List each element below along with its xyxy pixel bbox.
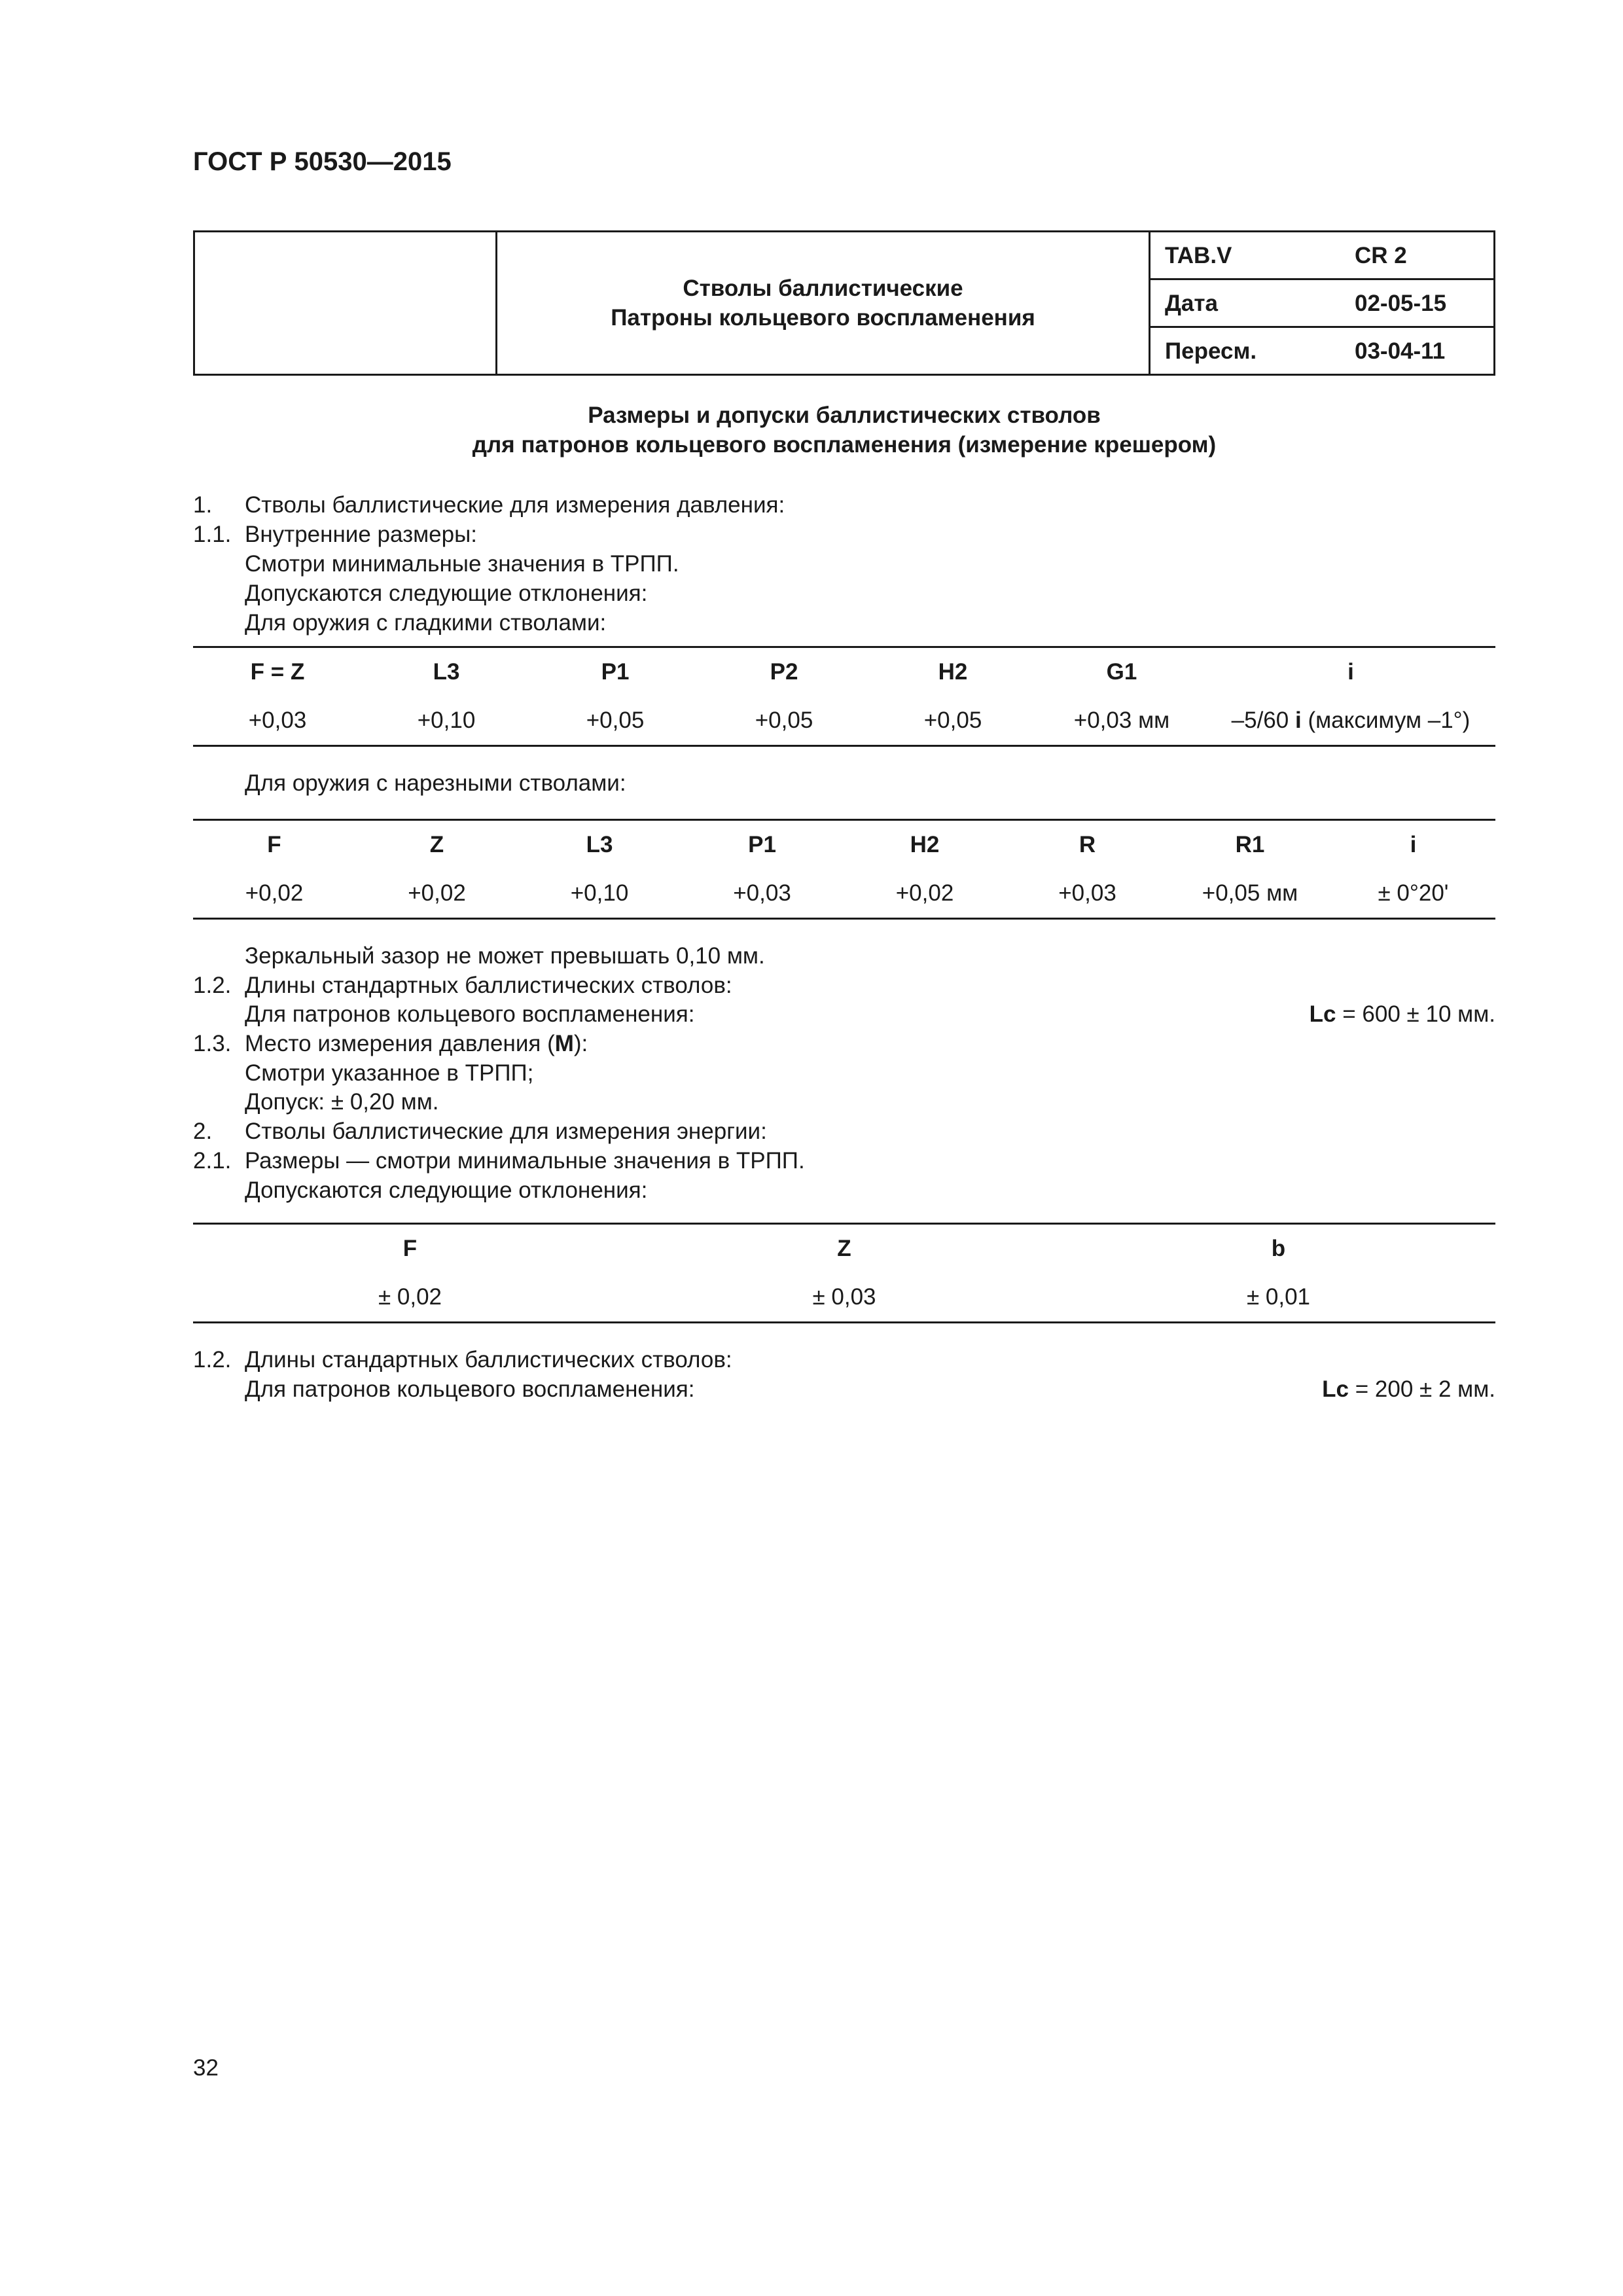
table-header-cell: H2 bbox=[938, 658, 968, 685]
subsection-text: Размеры — смотри минимальные значения в ТРПП. bbox=[245, 1148, 805, 1174]
barrel-length-value bbox=[1322, 1376, 1495, 1403]
table-header-cell: H2 bbox=[910, 831, 940, 857]
paragraph-line: Допускаются следующие отклонения: bbox=[245, 581, 648, 606]
table-cell: +0,05 bbox=[586, 707, 645, 733]
table-header-cell: P2 bbox=[770, 658, 798, 685]
table-cell: +0,05 bbox=[923, 707, 982, 733]
subsection-text: Длины стандартных баллистических стволов: bbox=[245, 973, 732, 998]
subsection-number: 2.1. bbox=[193, 1148, 232, 1174]
subsection-text: Внутренние размеры: bbox=[245, 522, 477, 547]
main-title bbox=[193, 401, 1495, 459]
header-empty-cell bbox=[195, 232, 497, 374]
subsection-text bbox=[245, 1031, 588, 1057]
paragraph-line: Смотри минимальные значения в ТРПП. bbox=[245, 551, 679, 577]
table-header-cell: R bbox=[1079, 831, 1096, 857]
table-header-cell: i bbox=[1347, 658, 1354, 685]
smooth-bore-tolerance-table bbox=[193, 646, 1495, 747]
paragraph-line: Для патронов кольцевого воспламенения: bbox=[245, 1376, 695, 1402]
lc-value: = 600 ± 10 мм. bbox=[1342, 1001, 1495, 1027]
subsection-number: 1.2. bbox=[193, 1347, 232, 1372]
meta-key: Пересм. bbox=[1165, 338, 1257, 364]
paragraph-line: Смотри указанное в ТРПП; bbox=[245, 1060, 534, 1086]
table-cell: +0,03 bbox=[1058, 880, 1116, 906]
table-cell: ± 0°20' bbox=[1378, 880, 1449, 906]
table-header-cell: G1 bbox=[1106, 658, 1137, 685]
table-header-row bbox=[193, 648, 1495, 696]
header-meta-row bbox=[1150, 232, 1493, 280]
header-title-line1: Стволы баллистические bbox=[683, 276, 963, 301]
table-cell: ± 0,02 bbox=[378, 1283, 442, 1310]
table-header-cell: P1 bbox=[601, 658, 630, 685]
table-cell: +0,02 bbox=[245, 880, 304, 906]
lc-label: Lc bbox=[1322, 1376, 1349, 1402]
table-row bbox=[193, 696, 1495, 745]
table-header-cell: i bbox=[1410, 831, 1417, 857]
table-header-row bbox=[193, 1225, 1495, 1272]
paragraph-line: Для патронов кольцевого воспламенения: bbox=[245, 1001, 695, 1027]
table-cell: +0,10 bbox=[570, 880, 629, 906]
table-cell: +0,03 мм bbox=[1073, 707, 1170, 733]
table-cell: +0,05 мм bbox=[1202, 880, 1298, 906]
barrel-length-value bbox=[1310, 1001, 1495, 1028]
i-symbol: i bbox=[1294, 707, 1302, 733]
page-number: 32 bbox=[193, 2055, 219, 2081]
header-title-line2: Патроны кольцевого воспламенения bbox=[611, 305, 1035, 331]
paragraph-line: Для оружия с гладкими стволами: bbox=[245, 610, 607, 636]
main-title-line1: Размеры и допуски баллистических стволов bbox=[588, 403, 1101, 428]
rifled-tolerance-table bbox=[193, 819, 1495, 920]
i-value: –5/60 bbox=[1231, 707, 1289, 733]
meta-value: CR 2 bbox=[1355, 243, 1407, 268]
meta-key: Дата bbox=[1165, 291, 1219, 316]
paragraph-line: Зеркальный зазор не может превышать 0,10 мм. bbox=[245, 943, 765, 969]
table-cell: +0,02 bbox=[895, 880, 954, 906]
table-header-cell: P1 bbox=[748, 831, 776, 857]
text-part: ): bbox=[573, 1031, 588, 1056]
subsection-number: 1.2. bbox=[193, 973, 232, 998]
document-code: ГОСТ Р 50530—2015 bbox=[193, 147, 452, 176]
table-header-cell: F = Z bbox=[250, 658, 305, 685]
i-note: (максимум –1°) bbox=[1308, 707, 1471, 733]
rifled-label: Для оружия с нарезными стволами: bbox=[245, 770, 626, 796]
table-header-cell: F bbox=[402, 1235, 418, 1261]
header-box bbox=[193, 230, 1495, 376]
meta-value: 02-05-15 bbox=[1355, 291, 1447, 316]
section-text: Стволы баллистические для измерения давления: bbox=[245, 492, 785, 518]
table-cell-i bbox=[1206, 708, 1495, 734]
header-meta-row bbox=[1150, 280, 1493, 328]
text-part: Место измерения давления ( bbox=[245, 1031, 555, 1056]
main-title-line2: для патронов кольцевого воспламенения (измерение крешером) bbox=[472, 432, 1217, 457]
table-cell: +0,02 bbox=[408, 880, 466, 906]
table-header-cell: b bbox=[1271, 1235, 1286, 1261]
table-cell: +0,10 bbox=[417, 707, 476, 733]
table-cell: ± 0,03 bbox=[812, 1283, 876, 1310]
meta-value: 03-04-11 bbox=[1355, 338, 1446, 364]
table-header-cell: F bbox=[267, 831, 281, 857]
meta-key: TAB.V bbox=[1165, 243, 1232, 268]
paragraph-line: Допускаются следующие отклонения: bbox=[245, 1177, 648, 1203]
paragraph-line: Допуск: ± 0,20 мм. bbox=[245, 1089, 439, 1115]
table-row bbox=[193, 1272, 1495, 1321]
table-cell: +0,03 bbox=[733, 880, 791, 906]
header-meta-cell bbox=[1149, 232, 1493, 374]
header-title-cell bbox=[497, 232, 1149, 374]
lc-label: Lc bbox=[1309, 1001, 1336, 1027]
header-meta-row bbox=[1150, 328, 1493, 376]
subsection-number: 1.3. bbox=[193, 1031, 232, 1056]
lc-value: = 200 ± 2 мм. bbox=[1355, 1376, 1495, 1402]
subsection-text: Длины стандартных баллистических стволов: bbox=[245, 1347, 732, 1372]
section-number: 1. bbox=[193, 492, 213, 518]
table-cell: +0,03 bbox=[248, 707, 307, 733]
text-bold: M bbox=[554, 1031, 574, 1056]
table-header-cell: R1 bbox=[1235, 831, 1265, 857]
section-text: Стволы баллистические для измерения энергии: bbox=[245, 1119, 767, 1144]
table-row bbox=[193, 869, 1495, 918]
table-header-cell: L3 bbox=[586, 831, 613, 857]
section-number: 2. bbox=[193, 1119, 213, 1144]
subsection-number: 1.1. bbox=[193, 522, 232, 547]
table-header-row bbox=[193, 821, 1495, 869]
table-header-cell: Z bbox=[429, 831, 444, 857]
energy-tolerance-table bbox=[193, 1223, 1495, 1323]
table-header-cell: L3 bbox=[433, 658, 460, 685]
table-cell: ± 0,01 bbox=[1246, 1283, 1311, 1310]
table-header-cell: Z bbox=[837, 1235, 851, 1261]
table-cell: +0,05 bbox=[755, 707, 813, 733]
